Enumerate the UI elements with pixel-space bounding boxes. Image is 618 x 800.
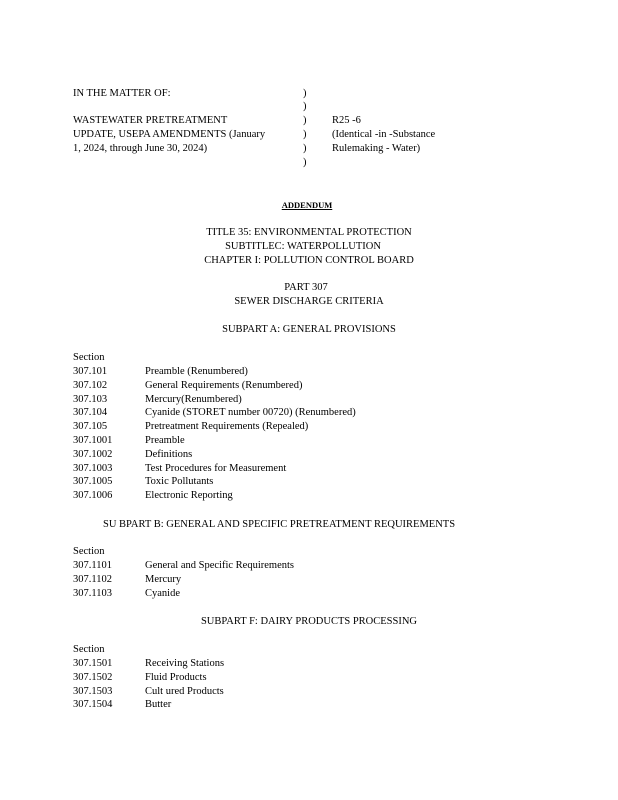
section-row — [73, 587, 593, 601]
docket-number: R25 -6 — [332, 115, 361, 126]
section-number: 307.1002 — [73, 448, 113, 460]
section-title: Test Procedures for Measurement — [145, 462, 287, 474]
section-number: 307.1504 — [73, 699, 113, 711]
caption-paren: ) — [303, 129, 307, 140]
section-row — [73, 420, 593, 434]
caption-line: IN THE MATTER OF: — [73, 88, 171, 99]
section-row — [73, 559, 593, 573]
section-number: 307.1101 — [73, 560, 112, 571]
caption-line: 1, 2024, through June 30, 2024) — [73, 143, 208, 154]
caption-line: UPDATE, USEPA AMENDMENTS (January — [73, 129, 266, 140]
section-row — [73, 406, 593, 420]
section-row — [73, 448, 593, 462]
caption-paren: ) — [303, 88, 307, 99]
section-row — [73, 393, 593, 407]
subpart-f-heading: SUBPART F: DAIRY PRODUCTS PROCESSING — [200, 616, 418, 627]
section-label: Section — [73, 546, 105, 557]
section-number: 307.1005 — [73, 476, 113, 488]
section-number: 307.1103 — [73, 587, 112, 599]
section-label: Section — [73, 352, 105, 363]
section-row — [73, 365, 593, 379]
section-number: 307.101 — [73, 366, 108, 377]
section-row — [73, 379, 593, 393]
section-number: 307.1006 — [73, 490, 113, 502]
section-number: 307.1502 — [73, 671, 113, 683]
part-title: SEWER DISCHARGE CRITERIA — [234, 296, 384, 307]
section-title: Cyanide — [145, 587, 180, 599]
section-title: Butter — [145, 699, 172, 711]
section-row — [73, 671, 593, 685]
section-title: Definitions — [145, 448, 193, 460]
caption-paren: ) — [303, 157, 307, 168]
caption-type-line: (Identical -in -Substance — [332, 129, 436, 140]
section-title: Preamble — [145, 435, 185, 446]
section-row — [73, 475, 593, 489]
title-line: TITLE 35: ENVIRONMENTAL PROTECTION — [206, 227, 412, 238]
section-title: Preamble (Renumbered) — [145, 366, 248, 377]
section-title: Cyanide (STORET number 00720) (Renumbered) — [145, 407, 356, 419]
section-number: 307.1003 — [73, 462, 113, 474]
section-title: General and Specific Requirements — [145, 560, 294, 571]
section-label: Section — [73, 644, 105, 655]
section-title: Mercury(Renumbered) — [145, 393, 242, 405]
section-title: Electronic Reporting — [145, 490, 233, 502]
addendum-heading: ADDENDUM — [281, 200, 333, 210]
caption-paren: ) — [303, 101, 307, 112]
section-row — [73, 462, 593, 476]
section-number: 307.104 — [73, 407, 108, 419]
section-title: Toxic Pollutants — [145, 476, 214, 488]
section-row — [73, 698, 593, 712]
subpart-a-heading: SUBPART A: GENERAL PROVISIONS — [222, 324, 396, 335]
caption-type-line: Rulemaking - Water) — [332, 143, 421, 154]
section-row — [73, 489, 593, 503]
section-row — [73, 685, 593, 699]
section-row — [73, 657, 593, 671]
section-title: Receiving Stations — [145, 658, 225, 669]
section-number: 307.1001 — [73, 435, 113, 446]
caption-line: WASTEWATER PRETREATMENT — [73, 115, 228, 126]
chapter-line: CHAPTER I: POLLUTION CONTROL BOARD — [204, 255, 414, 266]
section-number: 307.1102 — [73, 573, 112, 585]
section-number: 307.1503 — [73, 685, 113, 697]
caption-paren: ) — [303, 143, 307, 154]
section-number: 307.103 — [73, 393, 108, 405]
part-number: PART 307 — [284, 282, 328, 293]
subpart-b-heading: SU BPART B: GENERAL AND SPECIFIC PRETREATMENT REQUIREMENTS — [103, 519, 456, 530]
section-title: Mercury — [145, 573, 182, 585]
section-number: 307.1501 — [73, 658, 113, 669]
section-number: 307.105 — [73, 421, 108, 433]
section-title: Pretreatment Requirements (Repealed) — [145, 421, 309, 433]
section-number: 307.102 — [73, 379, 108, 391]
section-title: Fluid Products — [145, 671, 207, 683]
section-row — [73, 573, 593, 587]
section-title: General Requirements (Renumbered) — [145, 379, 303, 391]
caption-paren: ) — [303, 115, 307, 126]
section-row — [73, 434, 593, 448]
subtitle-line: SUBTITLEC: WATERPOLLUTION — [225, 241, 381, 252]
section-title: Cult ured Products — [145, 685, 224, 697]
